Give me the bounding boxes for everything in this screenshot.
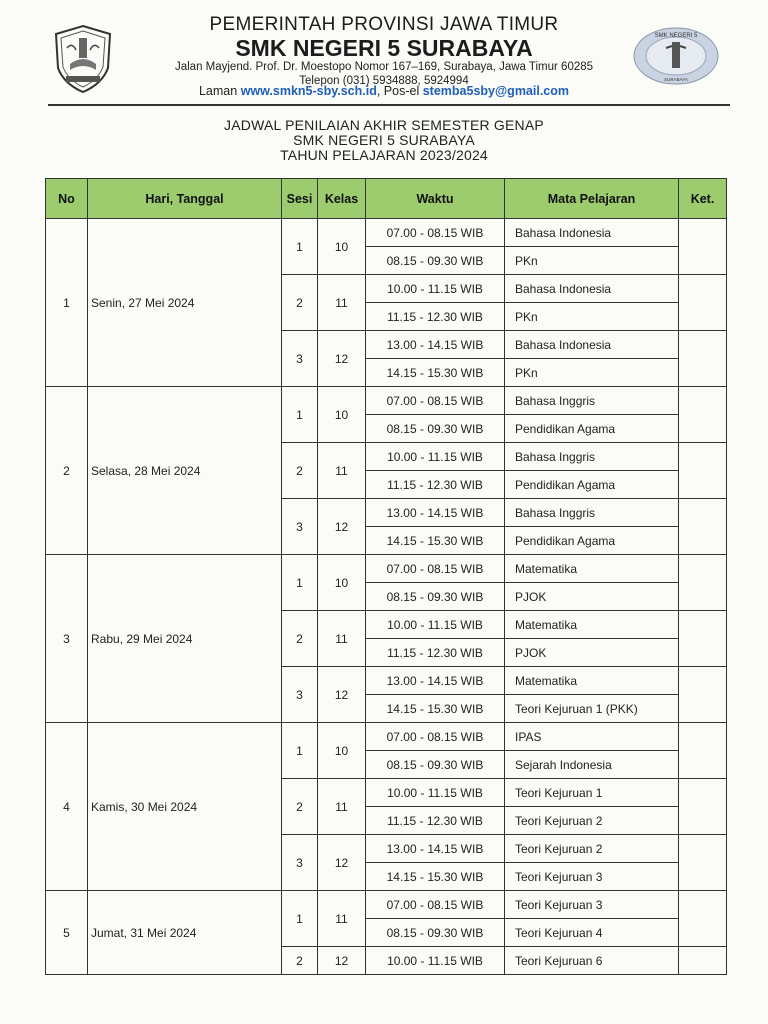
subject: Matematika [505,611,679,639]
phone-line: Telepon (031) 5934888, 5924994 [299,75,469,87]
subject: Teori Kejuruan 3 [505,891,679,919]
day-date: Jumat, 31 Mei 2024 [88,891,282,975]
time-slot: 10.00 - 11.15 WIB [366,611,505,639]
subject: PJOK [505,639,679,667]
column-header-sesi: Sesi [282,179,318,219]
column-header-no: No [46,179,88,219]
letterhead-divider [48,104,730,106]
time-slot: 07.00 - 08.15 WIB [366,387,505,415]
session-number: 2 [282,611,318,667]
class-level: 12 [318,947,366,975]
subject: Teori Kejuruan 3 [505,863,679,891]
email-link[interactable]: stemba5sby@gmail.com [422,84,570,98]
document-title [0,118,768,163]
day-date: Rabu, 29 Mei 2024 [88,555,282,723]
notes-cell [679,443,727,499]
table-row [46,555,727,583]
subject: Bahasa Inggris [505,387,679,415]
session-number: 3 [282,835,318,891]
school-name: SMK NEGERI 5 SURABAYA [235,35,533,61]
subject: Matematika [505,667,679,695]
subject: Teori Kejuruan 2 [505,807,679,835]
time-slot: 07.00 - 08.15 WIB [366,555,505,583]
time-slot: 07.00 - 08.15 WIB [366,891,505,919]
time-slot: 11.15 - 12.30 WIB [366,471,505,499]
time-slot: 11.15 - 12.30 WIB [366,303,505,331]
time-slot: 10.00 - 11.15 WIB [366,275,505,303]
notes-cell [679,835,727,891]
time-slot: 14.15 - 15.30 WIB [366,695,505,723]
session-number: 2 [282,443,318,499]
subject: PJOK [505,583,679,611]
session-number: 3 [282,499,318,555]
time-slot: 13.00 - 14.15 WIB [366,667,505,695]
subject: PKn [505,247,679,275]
subject: PKn [505,359,679,387]
time-slot: 11.15 - 12.30 WIB [366,639,505,667]
time-slot: 11.15 - 12.30 WIB [366,807,505,835]
time-slot: 08.15 - 09.30 WIB [366,919,505,947]
column-header-mapel: Mata Pelajaran [505,179,679,219]
schedule-body [46,219,727,975]
subject: Bahasa Inggris [505,499,679,527]
day-number: 5 [46,891,88,975]
notes-cell [679,891,727,947]
class-level: 12 [318,331,366,387]
day-number: 1 [46,219,88,387]
class-level: 11 [318,611,366,667]
table-row [46,387,727,415]
column-header-ket: Ket. [679,179,727,219]
day-number: 4 [46,723,88,891]
subject: Bahasa Indonesia [505,275,679,303]
column-header-waktu: Waktu [366,179,505,219]
notes-cell [679,219,727,275]
class-level: 11 [318,891,366,947]
subject: Pendidikan Agama [505,527,679,555]
time-slot: 13.00 - 14.15 WIB [366,499,505,527]
time-slot: 08.15 - 09.30 WIB [366,415,505,443]
notes-cell [679,275,727,331]
class-level: 10 [318,723,366,779]
subject: Teori Kejuruan 2 [505,835,679,863]
day-date: Kamis, 30 Mei 2024 [88,723,282,891]
class-level: 11 [318,275,366,331]
title-line-3: TAHUN PELAJARAN 2023/2024 [280,147,488,163]
school-logo-icon [632,26,720,86]
contact-line [0,84,768,98]
time-slot: 13.00 - 14.15 WIB [366,835,505,863]
notes-cell [679,611,727,667]
table-header-row [46,179,727,219]
subject: Pendidikan Agama [505,415,679,443]
time-slot: 08.15 - 09.30 WIB [366,583,505,611]
column-header-day: Hari, Tanggal [88,179,282,219]
day-number: 2 [46,387,88,555]
table-row [46,891,727,919]
subject: Sejarah Indonesia [505,751,679,779]
session-number: 3 [282,667,318,723]
logo-subtext: SURABAYA [664,77,688,82]
time-slot: 14.15 - 15.30 WIB [366,527,505,555]
class-level: 11 [318,443,366,499]
notes-cell [679,331,727,387]
notes-cell [679,779,727,835]
exam-schedule-table [45,178,727,975]
day-number: 3 [46,555,88,723]
subject: Pendidikan Agama [505,471,679,499]
subject: PKn [505,303,679,331]
subject: Bahasa Inggris [505,443,679,471]
table-row [46,219,727,247]
session-number: 1 [282,387,318,443]
class-level: 12 [318,499,366,555]
subject: Bahasa Indonesia [505,331,679,359]
class-level: 10 [318,219,366,275]
website-link[interactable]: www.smkn5-sby.sch.id [240,84,377,98]
day-date: Selasa, 28 Mei 2024 [88,387,282,555]
subject: Teori Kejuruan 1 [505,779,679,807]
time-slot: 14.15 - 15.30 WIB [366,863,505,891]
email-label: , Pos-el [376,84,420,98]
time-slot: 10.00 - 11.15 WIB [366,779,505,807]
session-number: 2 [282,947,318,975]
session-number: 1 [282,723,318,779]
time-slot: 08.15 - 09.30 WIB [366,247,505,275]
table-row [46,723,727,751]
session-number: 2 [282,275,318,331]
subject: Matematika [505,555,679,583]
time-slot: 10.00 - 11.15 WIB [366,443,505,471]
web-label: Laman [198,84,238,98]
time-slot: 07.00 - 08.15 WIB [366,723,505,751]
notes-cell [679,387,727,443]
subject: IPAS [505,723,679,751]
government-name: PEMERINTAH PROVINSI JAWA TIMUR [209,14,559,35]
title-line-1: JADWAL PENILAIAN AKHIR SEMESTER GENAP [224,117,544,133]
letterhead [0,0,768,110]
time-slot: 10.00 - 11.15 WIB [366,947,505,975]
time-slot: 08.15 - 09.30 WIB [366,751,505,779]
class-level: 10 [318,387,366,443]
notes-cell [679,667,727,723]
class-level: 12 [318,835,366,891]
subject: Teori Kejuruan 1 (PKK) [505,695,679,723]
logo-text: SMK NEGERI 5 [654,33,698,39]
session-number: 1 [282,555,318,611]
session-number: 1 [282,219,318,275]
class-level: 10 [318,555,366,611]
session-number: 2 [282,779,318,835]
subject: Bahasa Indonesia [505,219,679,247]
subject: Teori Kejuruan 4 [505,919,679,947]
column-header-kelas: Kelas [318,179,366,219]
notes-cell [679,555,727,611]
notes-cell [679,947,727,975]
class-level: 12 [318,667,366,723]
session-number: 1 [282,891,318,947]
time-slot: 13.00 - 14.15 WIB [366,331,505,359]
day-date: Senin, 27 Mei 2024 [88,219,282,387]
notes-cell [679,499,727,555]
subject: Teori Kejuruan 6 [505,947,679,975]
time-slot: 07.00 - 08.15 WIB [366,219,505,247]
address-line: Jalan Mayjend. Prof. Dr. Moestopo Nomor 167–169, Surabaya, Jawa Timur 60285 [174,61,594,73]
title-line-2: SMK NEGERI 5 SURABAYA [293,132,475,148]
notes-cell [679,723,727,779]
class-level: 11 [318,779,366,835]
session-number: 3 [282,331,318,387]
time-slot: 14.15 - 15.30 WIB [366,359,505,387]
